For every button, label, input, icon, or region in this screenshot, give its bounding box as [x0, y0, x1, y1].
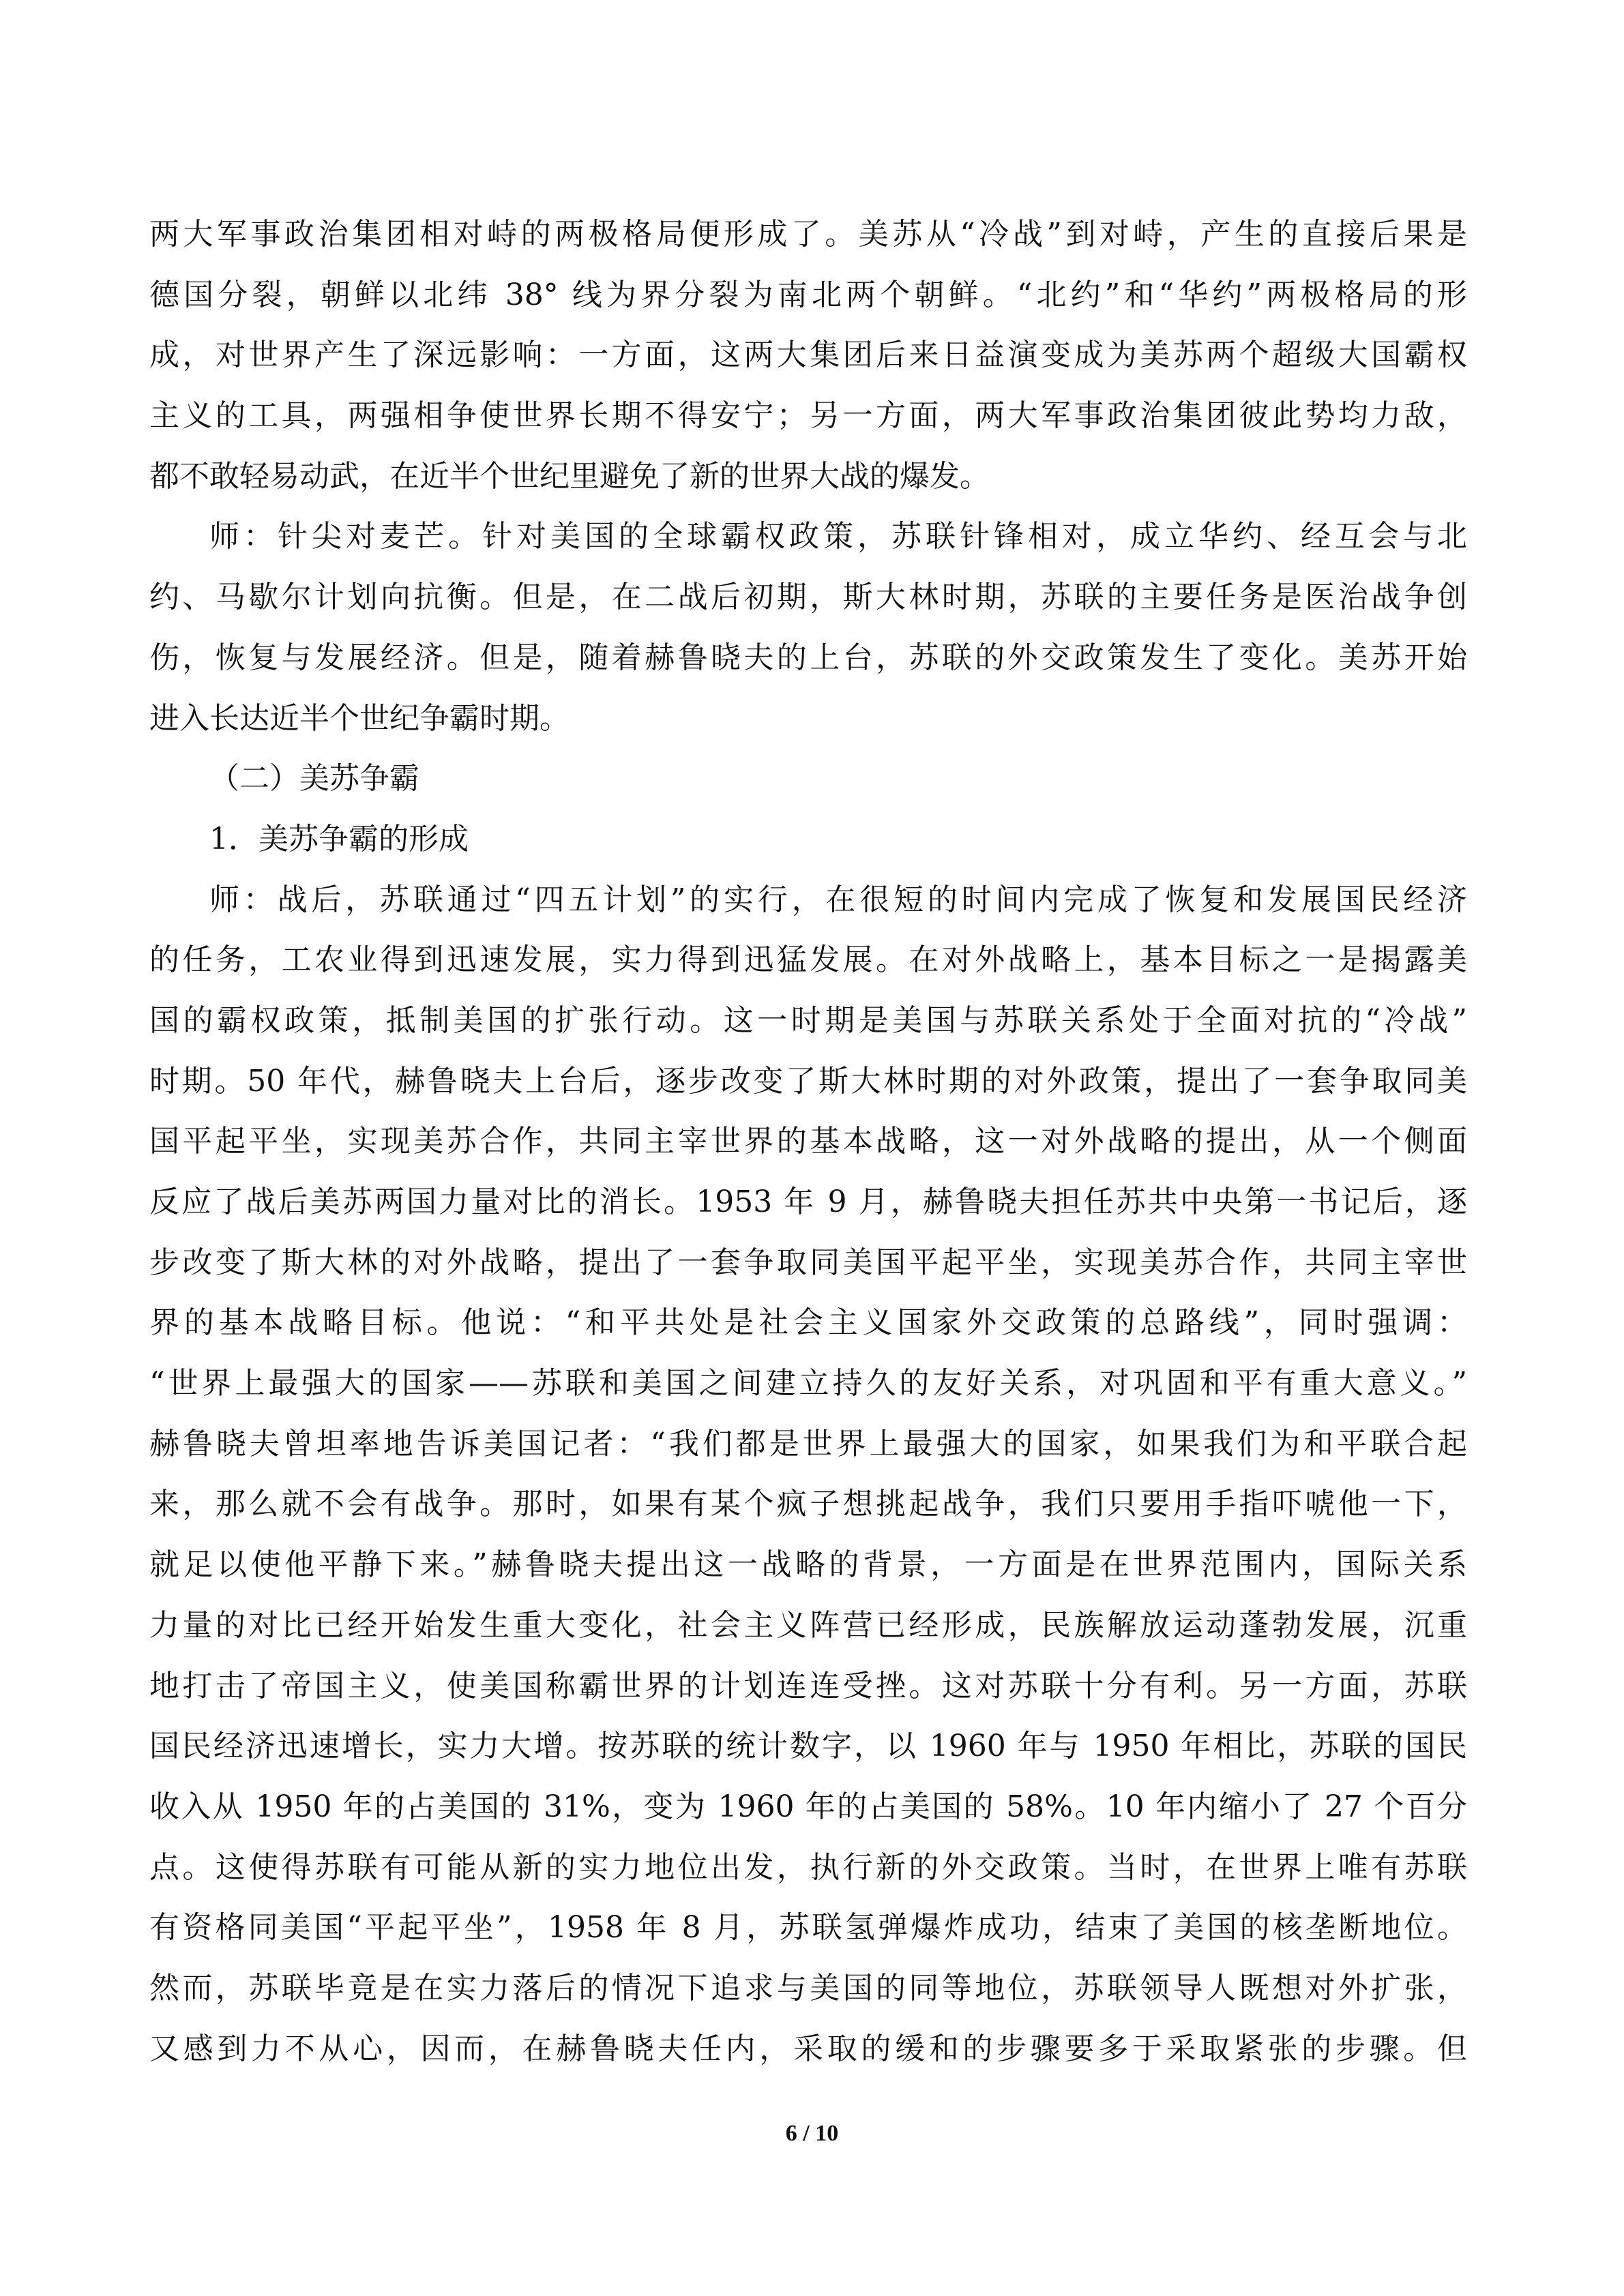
text-line: 步改变了斯大林的对外战略，提出了一套争取同美国平起平坐，实现美苏合作，共同主宰世 — [149, 1244, 1467, 1280]
text-line: 界的基本战略目标。他说：“和平共处是社会主义国家外交政策的总路线”，同时强调： — [149, 1305, 1467, 1341]
text-line: 德国分裂，朝鲜以北纬 38° 线为界分裂为南北两个朝鲜。“北约”和“华约”两极格局的形 — [149, 277, 1467, 312]
text-line: 反应了战后美苏两国力量对比的消长。1953 年 9 月，赫鲁晓夫担任苏共中央第一书记后，逐 — [149, 1184, 1467, 1219]
text-line: 主义的工具，两强相争使世界长期不得安宁；另一方面，两大军事政治集团彼此势均力敌， — [149, 398, 1467, 434]
text-line: 地打击了帝国主义，使美国称霸世界的计划连连受挫。这对苏联十分有利。另一方面，苏联 — [149, 1668, 1467, 1703]
text-line: 就足以使他平静下来。”赫鲁晓夫提出这一战略的背景，一方面是在世界范围内，国际关系 — [149, 1547, 1467, 1583]
text-line: 有资格同美国“平起平坐”，1958 年 8 月，苏联氢弹爆炸成功，结束了美国的核垄断地位。 — [149, 1910, 1467, 1945]
text-line: 国民经济迅速增长，实力大增。按苏联的统计数字，以 1960 年与 1950 年相比，苏联的国民 — [149, 1729, 1467, 1764]
page-number: 6 / 10 — [785, 2121, 839, 2146]
text-line: 赫鲁晓夫曾坦率地告诉美国记者：“我们都是世界上最强大的国家，如果我们为和平联合起 — [149, 1426, 1467, 1461]
text-line: “世界上最强大的国家——苏联和美国之间建立持久的友好关系，对巩固和平有重大意义。” — [149, 1366, 1467, 1401]
text-line: 约、马歇尔计划向抗衡。但是，在二战后初期，斯大林时期，苏联的主要任务是医治战争创 — [149, 580, 1467, 615]
text-line: 师：战后，苏联通过“四五计划”的实行，在很短的时间内完成了恢复和发展国民经济 — [209, 882, 1467, 917]
text-line: 时期。50 年代，赫鲁晓夫上台后，逐步改变了斯大林时期的对外政策，提出了一套争取同美 — [149, 1063, 1467, 1099]
text-line: 伤，恢复与发展经济。但是，随着赫鲁晓夫的上台，苏联的外交政策发生了变化。美苏开始 — [149, 640, 1467, 675]
text-line: 两大军事政治集团相对峙的两极格局便形成了。美苏从“冷战”到对峙，产生的直接后果是 — [149, 217, 1467, 252]
body-text — [149, 205, 1467, 2079]
text-line: 的任务，工农业得到迅速发展，实力得到迅猛发展。在对外战略上，基本目标之一是揭露美 — [149, 942, 1467, 978]
text-line: 然而，苏联毕竟是在实力落后的情况下追求与美国的同等地位，苏联领导人既想对外扩张， — [149, 1970, 1467, 2006]
text-line: （二）美苏争霸 — [209, 761, 419, 796]
text-line: 成，对世界产生了深远影响：一方面，这两大集团后来日益演变成为美苏两个超级大国霸权 — [149, 338, 1467, 373]
text-line: 师：针尖对麦芒。针对美国的全球霸权政策，苏联针锋相对，成立华约、经互会与北 — [209, 519, 1467, 554]
text-line: 国平起平坐，实现美苏合作，共同主宰世界的基本战略，这一对外战略的提出，从一个侧面 — [149, 1124, 1467, 1159]
text-line: 力量的对比已经开始发生重大变化，社会主义阵营已经形成，民族解放运动蓬勃发展，沉重 — [149, 1607, 1467, 1643]
text-line: 进入长达近半个世纪争霸时期。 — [149, 700, 570, 736]
text-line: 1．美苏争霸的形成 — [209, 821, 469, 856]
text-line: 点。这使得苏联有可能从新的实力地位出发，执行新的外交政策。当时，在世界上唯有苏联 — [149, 1849, 1467, 1885]
text-line: 国的霸权政策，抵制美国的扩张行动。这一时期是美国与苏联关系处于全面对抗的“冷战” — [149, 1002, 1467, 1038]
text-line: 收入从 1950 年的占美国的 31%，变为 1960 年的占美国的 58%。10 年内缩小了 27 个百分 — [149, 1789, 1467, 1824]
text-line: 又感到力不从心，因而，在赫鲁晓夫任内，采取的缓和的步骤要多于采取紧张的步骤。但 — [149, 2031, 1467, 2066]
text-line: 来，那么就不会有战争。那时，如果有某个疯子想挑起战争，我们只要用手指吓唬他一下， — [149, 1487, 1467, 1522]
text-line: 都不敢轻易动武，在近半个世纪里避免了新的世界大战的爆发。 — [149, 458, 990, 494]
